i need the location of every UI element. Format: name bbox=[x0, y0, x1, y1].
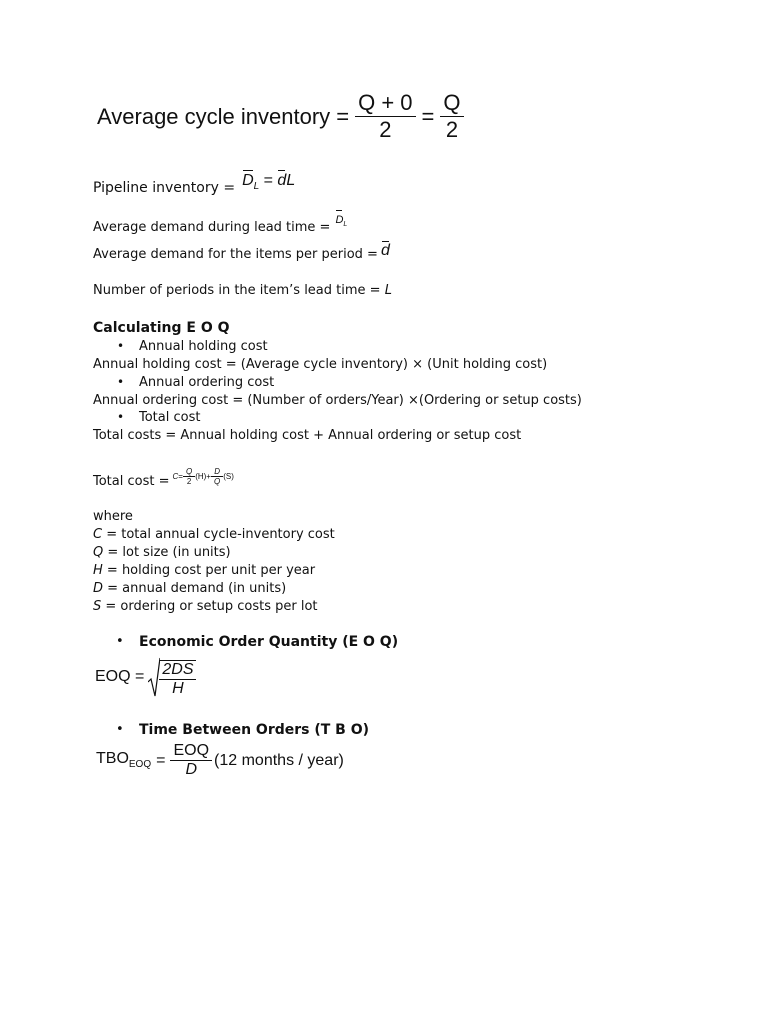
variable-definition: = holding cost per unit per year bbox=[102, 563, 316, 578]
pipeline-formula bbox=[242, 172, 295, 192]
variable-symbol: Q bbox=[93, 545, 104, 560]
fraction-denominator: 2 bbox=[186, 476, 192, 486]
avg-cycle-formula bbox=[97, 90, 464, 143]
avg-cycle-fraction-2 bbox=[440, 90, 463, 143]
eoq-lhs: EOQ = bbox=[95, 668, 145, 685]
q-over-2-fraction bbox=[183, 467, 195, 486]
d-bar-symbol: D bbox=[335, 214, 344, 227]
where-item-c bbox=[93, 527, 335, 543]
where-item-d bbox=[93, 581, 286, 597]
small-d-bar-symbol: d bbox=[380, 242, 390, 259]
bullet-annual-ordering-cost: Annual ordering cost bbox=[139, 375, 275, 390]
variable-definition: = ordering or setup costs per lot bbox=[101, 599, 318, 614]
bullet-icon: • bbox=[117, 410, 125, 424]
where-item-s bbox=[93, 599, 318, 615]
equals-sign: = bbox=[178, 471, 183, 481]
fraction-denominator: H bbox=[172, 680, 184, 697]
avg-demand-lead-symbol bbox=[335, 212, 347, 233]
bullet-icon: • bbox=[117, 339, 125, 353]
tbo-formula bbox=[96, 742, 344, 779]
where-item-q bbox=[93, 545, 231, 561]
periods-label: Number of periods in the item’s lead time = bbox=[93, 283, 381, 298]
avg-demand-items-label: Average demand for the items per period = bbox=[93, 247, 378, 262]
equals-sign: = bbox=[259, 171, 278, 189]
pipeline-inventory-line bbox=[93, 170, 295, 196]
avg-cycle-fraction-1 bbox=[355, 90, 415, 143]
variable-symbol: D bbox=[93, 581, 104, 596]
small-d-bar-symbol: d bbox=[277, 171, 287, 189]
eoq-formula bbox=[95, 656, 196, 698]
d-over-q-fraction bbox=[211, 467, 223, 486]
pipeline-label: Pipeline inventory = bbox=[93, 180, 236, 196]
tbo-multiplier: (12 months / year) bbox=[214, 751, 344, 769]
bullet-annual-holding-cost: Annual holding cost bbox=[139, 339, 268, 354]
fraction-numerator: 2DS bbox=[162, 661, 194, 678]
subscript-l: L bbox=[253, 181, 260, 193]
variable-definition: = lot size (in units) bbox=[103, 545, 231, 560]
avg-demand-items-line bbox=[93, 242, 390, 263]
variable-definition: = total annual cycle-inventory cost bbox=[102, 527, 335, 542]
total-cost-label: Total cost = bbox=[93, 474, 170, 489]
where-item-h bbox=[93, 563, 315, 579]
avg-demand-lead-label: Average demand during lead time = bbox=[93, 220, 331, 235]
total-costs-line: Total costs = Annual holding cost + Annual ordering or setup cost bbox=[93, 428, 522, 443]
annual-ordering-cost-line: Annual ordering cost = (Number of orders/Year) ×(Ordering or setup costs) bbox=[93, 393, 582, 408]
c-symbol: C bbox=[172, 471, 179, 481]
equals-sign: = bbox=[156, 751, 166, 769]
fraction-numerator: Q bbox=[185, 466, 193, 476]
bullet-icon: • bbox=[116, 722, 124, 737]
periods-lead-time-line bbox=[93, 283, 392, 299]
bullet-icon: • bbox=[117, 375, 125, 389]
calculating-eoq-heading: Calculating E O Q bbox=[93, 320, 230, 336]
total-cost-formula-line bbox=[93, 462, 234, 490]
fraction-denominator: 2 bbox=[445, 117, 459, 142]
subscript-l: L bbox=[343, 221, 348, 229]
fraction-numerator: Q + 0 bbox=[358, 90, 413, 115]
tbo-heading: Time Between Orders (T B O) bbox=[139, 722, 370, 738]
subscript-eoq: EOQ bbox=[128, 759, 152, 771]
avg-cycle-lhs: Average cycle inventory = bbox=[97, 103, 350, 129]
bullet-total-cost: Total cost bbox=[139, 410, 201, 425]
variable-symbol: C bbox=[93, 527, 103, 542]
h-term: (H) bbox=[195, 471, 207, 481]
tbo-fraction bbox=[170, 742, 212, 779]
eoq-fraction bbox=[159, 660, 196, 698]
fraction-denominator: 2 bbox=[379, 117, 392, 142]
variable-definition: = annual demand (in units) bbox=[103, 581, 287, 596]
fraction-numerator: EOQ bbox=[173, 742, 210, 759]
equals-sign: = bbox=[421, 103, 435, 129]
variable-symbol: S bbox=[93, 599, 102, 614]
total-cost-formula bbox=[173, 467, 234, 486]
where-label: where bbox=[93, 509, 133, 524]
variable-symbol: H bbox=[93, 563, 103, 578]
tbo-lhs bbox=[96, 750, 151, 770]
eoq-heading: Economic Order Quantity (E O Q) bbox=[139, 634, 399, 650]
fraction-numerator: D bbox=[214, 466, 220, 476]
d-bar-symbol: D bbox=[242, 171, 254, 189]
plus-sign: + bbox=[206, 471, 211, 481]
annual-holding-cost-line: Annual holding cost = (Average cycle inventory) × (Unit holding cost) bbox=[93, 357, 548, 372]
l-symbol: L bbox=[384, 283, 392, 298]
s-term: (S) bbox=[223, 471, 234, 481]
tbo-label: TBO bbox=[96, 750, 129, 768]
fraction-numerator: Q bbox=[443, 90, 461, 115]
l-symbol: L bbox=[286, 171, 296, 189]
avg-demand-lead-time-line bbox=[93, 214, 348, 236]
fraction-denominator: D bbox=[185, 761, 198, 778]
avg-demand-items-symbol bbox=[381, 243, 390, 259]
fraction-denominator: Q bbox=[213, 476, 221, 486]
bullet-icon: • bbox=[116, 634, 124, 649]
